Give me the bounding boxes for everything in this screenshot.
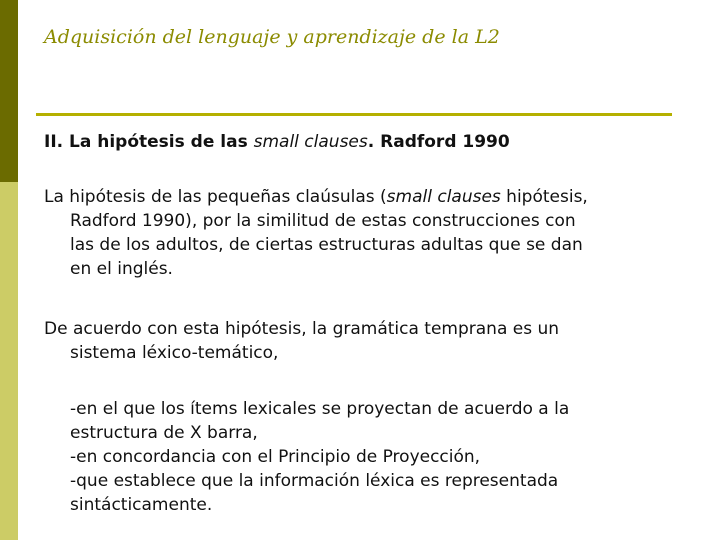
list-line: -en el que los ítems lexicales se proyectan de acuerdo a la: [70, 399, 570, 419]
heading-prefix: II. La hipótesis de las: [44, 132, 254, 152]
line-text: hipótesis,: [500, 187, 588, 207]
paragraph-line: sistema léxico-temático,: [70, 343, 279, 363]
title-divider: [36, 113, 672, 116]
side-accent-dark-segment: [0, 0, 18, 182]
paragraph-line: Radford 1990), por la similitud de estas construcciones con: [70, 211, 576, 231]
paragraph-grammar: [44, 317, 694, 365]
paragraph-hypothesis: [44, 185, 694, 281]
paragraph-list: [44, 397, 694, 517]
line-italic-term: small clauses: [386, 187, 501, 207]
list-line: -que establece que la información léxica es representada: [70, 471, 559, 491]
heading-italic: small clauses: [253, 132, 368, 152]
paragraph-line: De acuerdo con esta hipótesis, la gramática temprana es un: [44, 319, 560, 339]
side-accent-bar: [0, 0, 18, 540]
list-line: -en concordancia con el Principio de Proyección,: [70, 447, 481, 467]
paragraph-line: en el inglés.: [70, 259, 173, 279]
section-heading: [44, 132, 510, 152]
paragraph-line: [44, 185, 694, 209]
list-line: estructura de X barra,: [70, 423, 258, 443]
line-text: La hipótesis de las pequeñas claúsulas (: [44, 187, 387, 207]
heading-suffix: . Radford 1990: [367, 132, 510, 152]
side-accent-light-segment: [0, 182, 18, 540]
list-line: sintácticamente.: [70, 495, 213, 515]
slide-title: Adquisición del lenguaje y aprendizaje de la L2: [44, 26, 500, 48]
paragraph-line: las de los adultos, de ciertas estructuras adultas que se dan: [70, 235, 583, 255]
